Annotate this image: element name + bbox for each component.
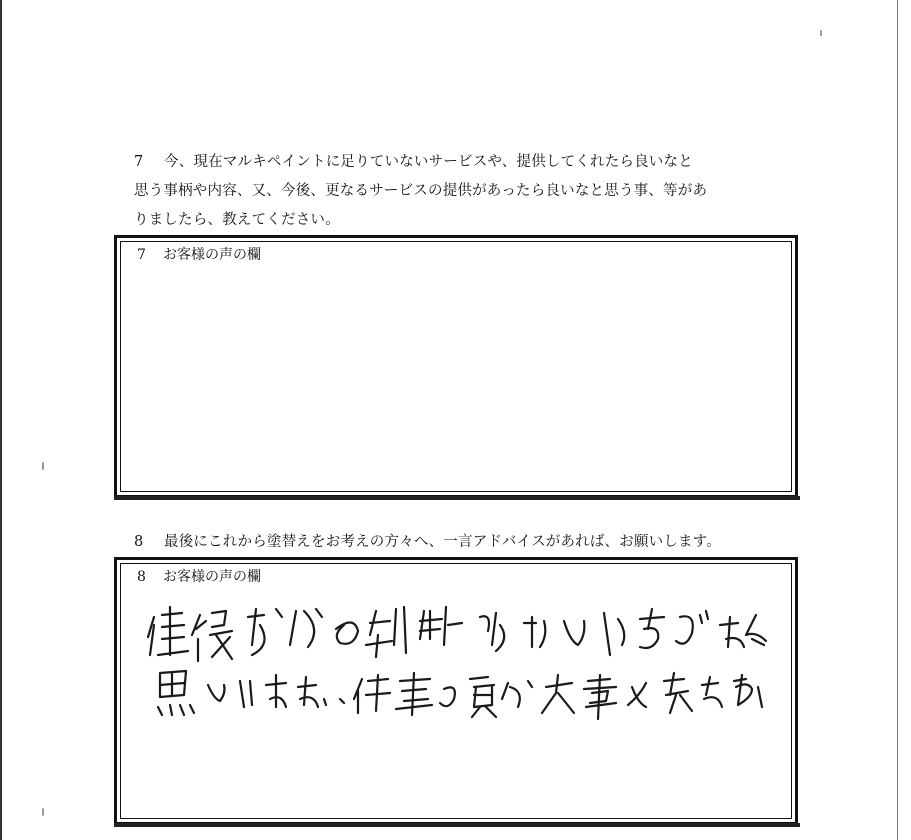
scan-edge-left: [0, 0, 2, 840]
scan-speck: [820, 30, 822, 36]
scan-speck: [42, 462, 44, 470]
answer-box-7[interactable]: [114, 235, 798, 498]
answer-box-7-label: 7 お客様の声の欄: [137, 247, 261, 263]
answer-box-8-shadow: [114, 823, 800, 827]
answer-box-7-shadow: [114, 496, 800, 500]
handwritten-answer-8: [140, 595, 780, 725]
question-8: [134, 528, 814, 557]
answer-box-7-inner-border: [120, 241, 792, 492]
question-7-line-1: 7 今、現在マルキペイントに足りていないサービスや、提供してくれたら良いなと: [134, 148, 794, 177]
question-7: [134, 148, 794, 235]
question-7-line-2: 思う事柄や内容、又、今後、更なるサービスの提供があったら良いなと思う事、等があ: [134, 183, 708, 199]
question-7-number: 7: [134, 154, 144, 170]
answer-box-8-label: 8 お客様の声の欄: [137, 569, 261, 585]
handwriting-strokes: [140, 595, 780, 725]
scan-edge-right: [897, 0, 898, 840]
question-8-line-1: 8 最後にこれから塗替えをお考えの方々へ、一言アドバイスがあれば、お願いします。: [134, 528, 814, 557]
scan-speck: [42, 808, 44, 816]
question-8-number: 8: [134, 534, 144, 550]
question-7-line-3: りましたら、教えてください。: [134, 212, 340, 228]
